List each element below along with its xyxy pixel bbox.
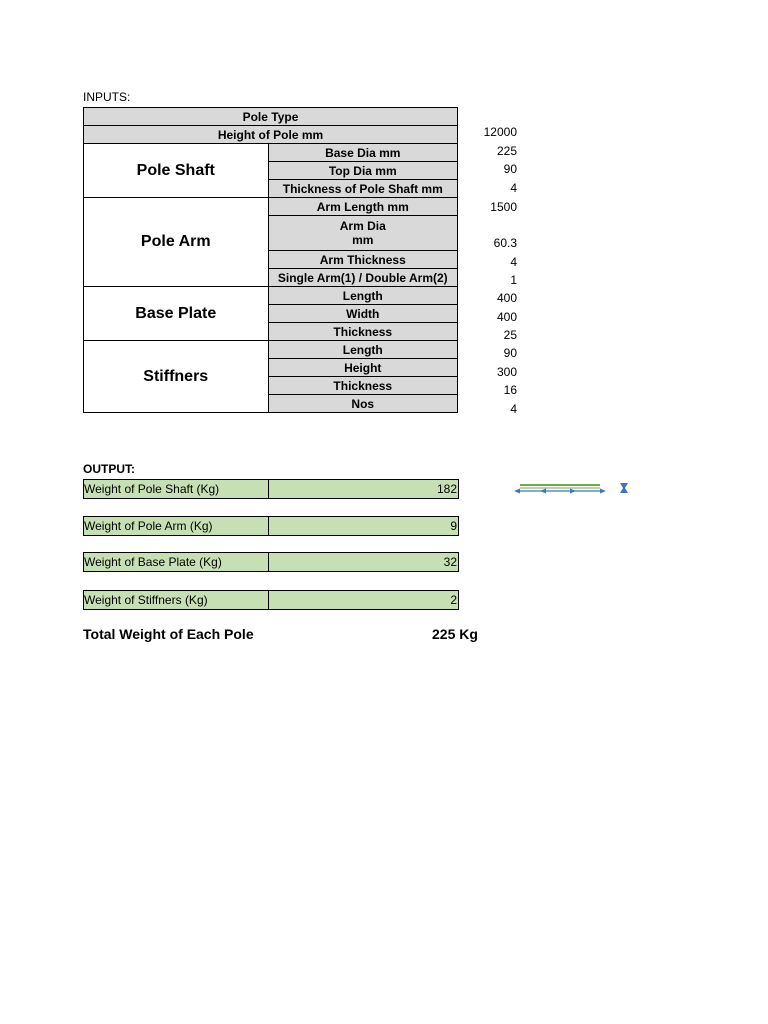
value-stiffner-length[interactable]: 90 [503,346,517,360]
value-base-width[interactable]: 400 [496,310,517,324]
value-arm-length[interactable]: 1500 [490,200,517,214]
param-arm-length[interactable]: Arm Length mm [268,198,457,216]
pole-arm-sketch[interactable] [510,480,630,500]
hourglass-icon [620,483,628,493]
param-base-thickness[interactable]: Thickness [268,323,457,341]
output-label[interactable]: Weight of Pole Arm (Kg) [84,517,269,535]
output-value[interactable]: 182 [436,482,457,496]
table-row [84,144,458,162]
table-row [84,198,458,216]
arm-dia-unit: mm [352,233,374,247]
height-of-pole-label[interactable]: Height of Pole mm [84,126,458,144]
value-stiffner-nos[interactable]: 4 [510,402,517,416]
table-row [84,287,458,305]
value-stiffner-height[interactable]: 300 [496,365,517,379]
param-stiffner-height[interactable]: Height [268,359,457,377]
output-label[interactable]: Weight of Base Plate (Kg) [84,553,269,571]
output-row-pole-shaft [83,479,459,499]
param-base-dia[interactable]: Base Dia mm [268,144,457,162]
output-value[interactable]: 32 [443,555,457,569]
param-arm-dia[interactable] [268,216,457,251]
value-arm-thickness[interactable]: 4 [510,255,517,269]
param-top-dia[interactable]: Top Dia mm [268,162,457,180]
group-pole-shaft[interactable]: Pole Shaft [84,144,269,198]
table-row [84,126,458,144]
arrow-head-left [514,489,520,494]
value-base-dia[interactable]: 225 [496,144,517,158]
param-base-width[interactable]: Width [268,305,457,323]
group-stiffners[interactable]: Stiffners [84,341,269,413]
pole-type-label[interactable]: Pole Type [84,108,458,126]
value-arm-dia[interactable]: 60.3 [493,236,517,250]
param-stiffner-thickness[interactable]: Thickness [268,377,457,395]
param-stiffner-length[interactable]: Length [268,341,457,359]
value-base-thickness[interactable]: 25 [503,328,517,342]
param-base-length[interactable]: Length [268,287,457,305]
inputs-table [83,107,458,413]
value-single-double-arm[interactable]: 1 [510,273,517,287]
group-pole-arm[interactable]: Pole Arm [84,198,269,287]
arrow-head-right [600,489,606,494]
value-top-dia[interactable]: 90 [503,162,517,176]
output-value[interactable]: 2 [450,593,457,607]
arrow-head-mid [570,489,576,494]
table-row [84,108,458,126]
output-row-stiffners [83,590,459,610]
output-title: OUTPUT: [83,462,135,476]
output-label[interactable]: Weight of Pole Shaft (Kg) [84,480,269,498]
output-value[interactable]: 9 [450,519,457,533]
arrow-head-mid [540,489,546,494]
param-arm-thickness[interactable]: Arm Thickness [268,251,457,269]
param-single-double-arm[interactable]: Single Arm(1) / Double Arm(2) [268,269,457,287]
value-base-length[interactable]: 400 [496,291,517,305]
arm-dia-label: Arm Dia [339,219,386,233]
table-row [84,341,458,359]
value-shaft-thickness[interactable]: 4 [510,181,517,195]
value-height-of-pole[interactable]: 12000 [483,125,517,139]
total-weight-label: Total Weight of Each Pole [83,626,254,642]
output-row-pole-arm [83,516,459,536]
param-stiffner-nos[interactable]: Nos [268,395,457,413]
total-weight-value[interactable]: 225 Kg [432,626,478,642]
value-stiffner-thickness[interactable]: 16 [503,383,517,397]
param-shaft-thickness[interactable]: Thickness of Pole Shaft mm [268,180,457,198]
output-row-base-plate [83,552,459,572]
group-base-plate[interactable]: Base Plate [84,287,269,341]
output-label[interactable]: Weight of Stiffners (Kg) [84,591,269,609]
inputs-title: INPUTS: [83,90,131,104]
